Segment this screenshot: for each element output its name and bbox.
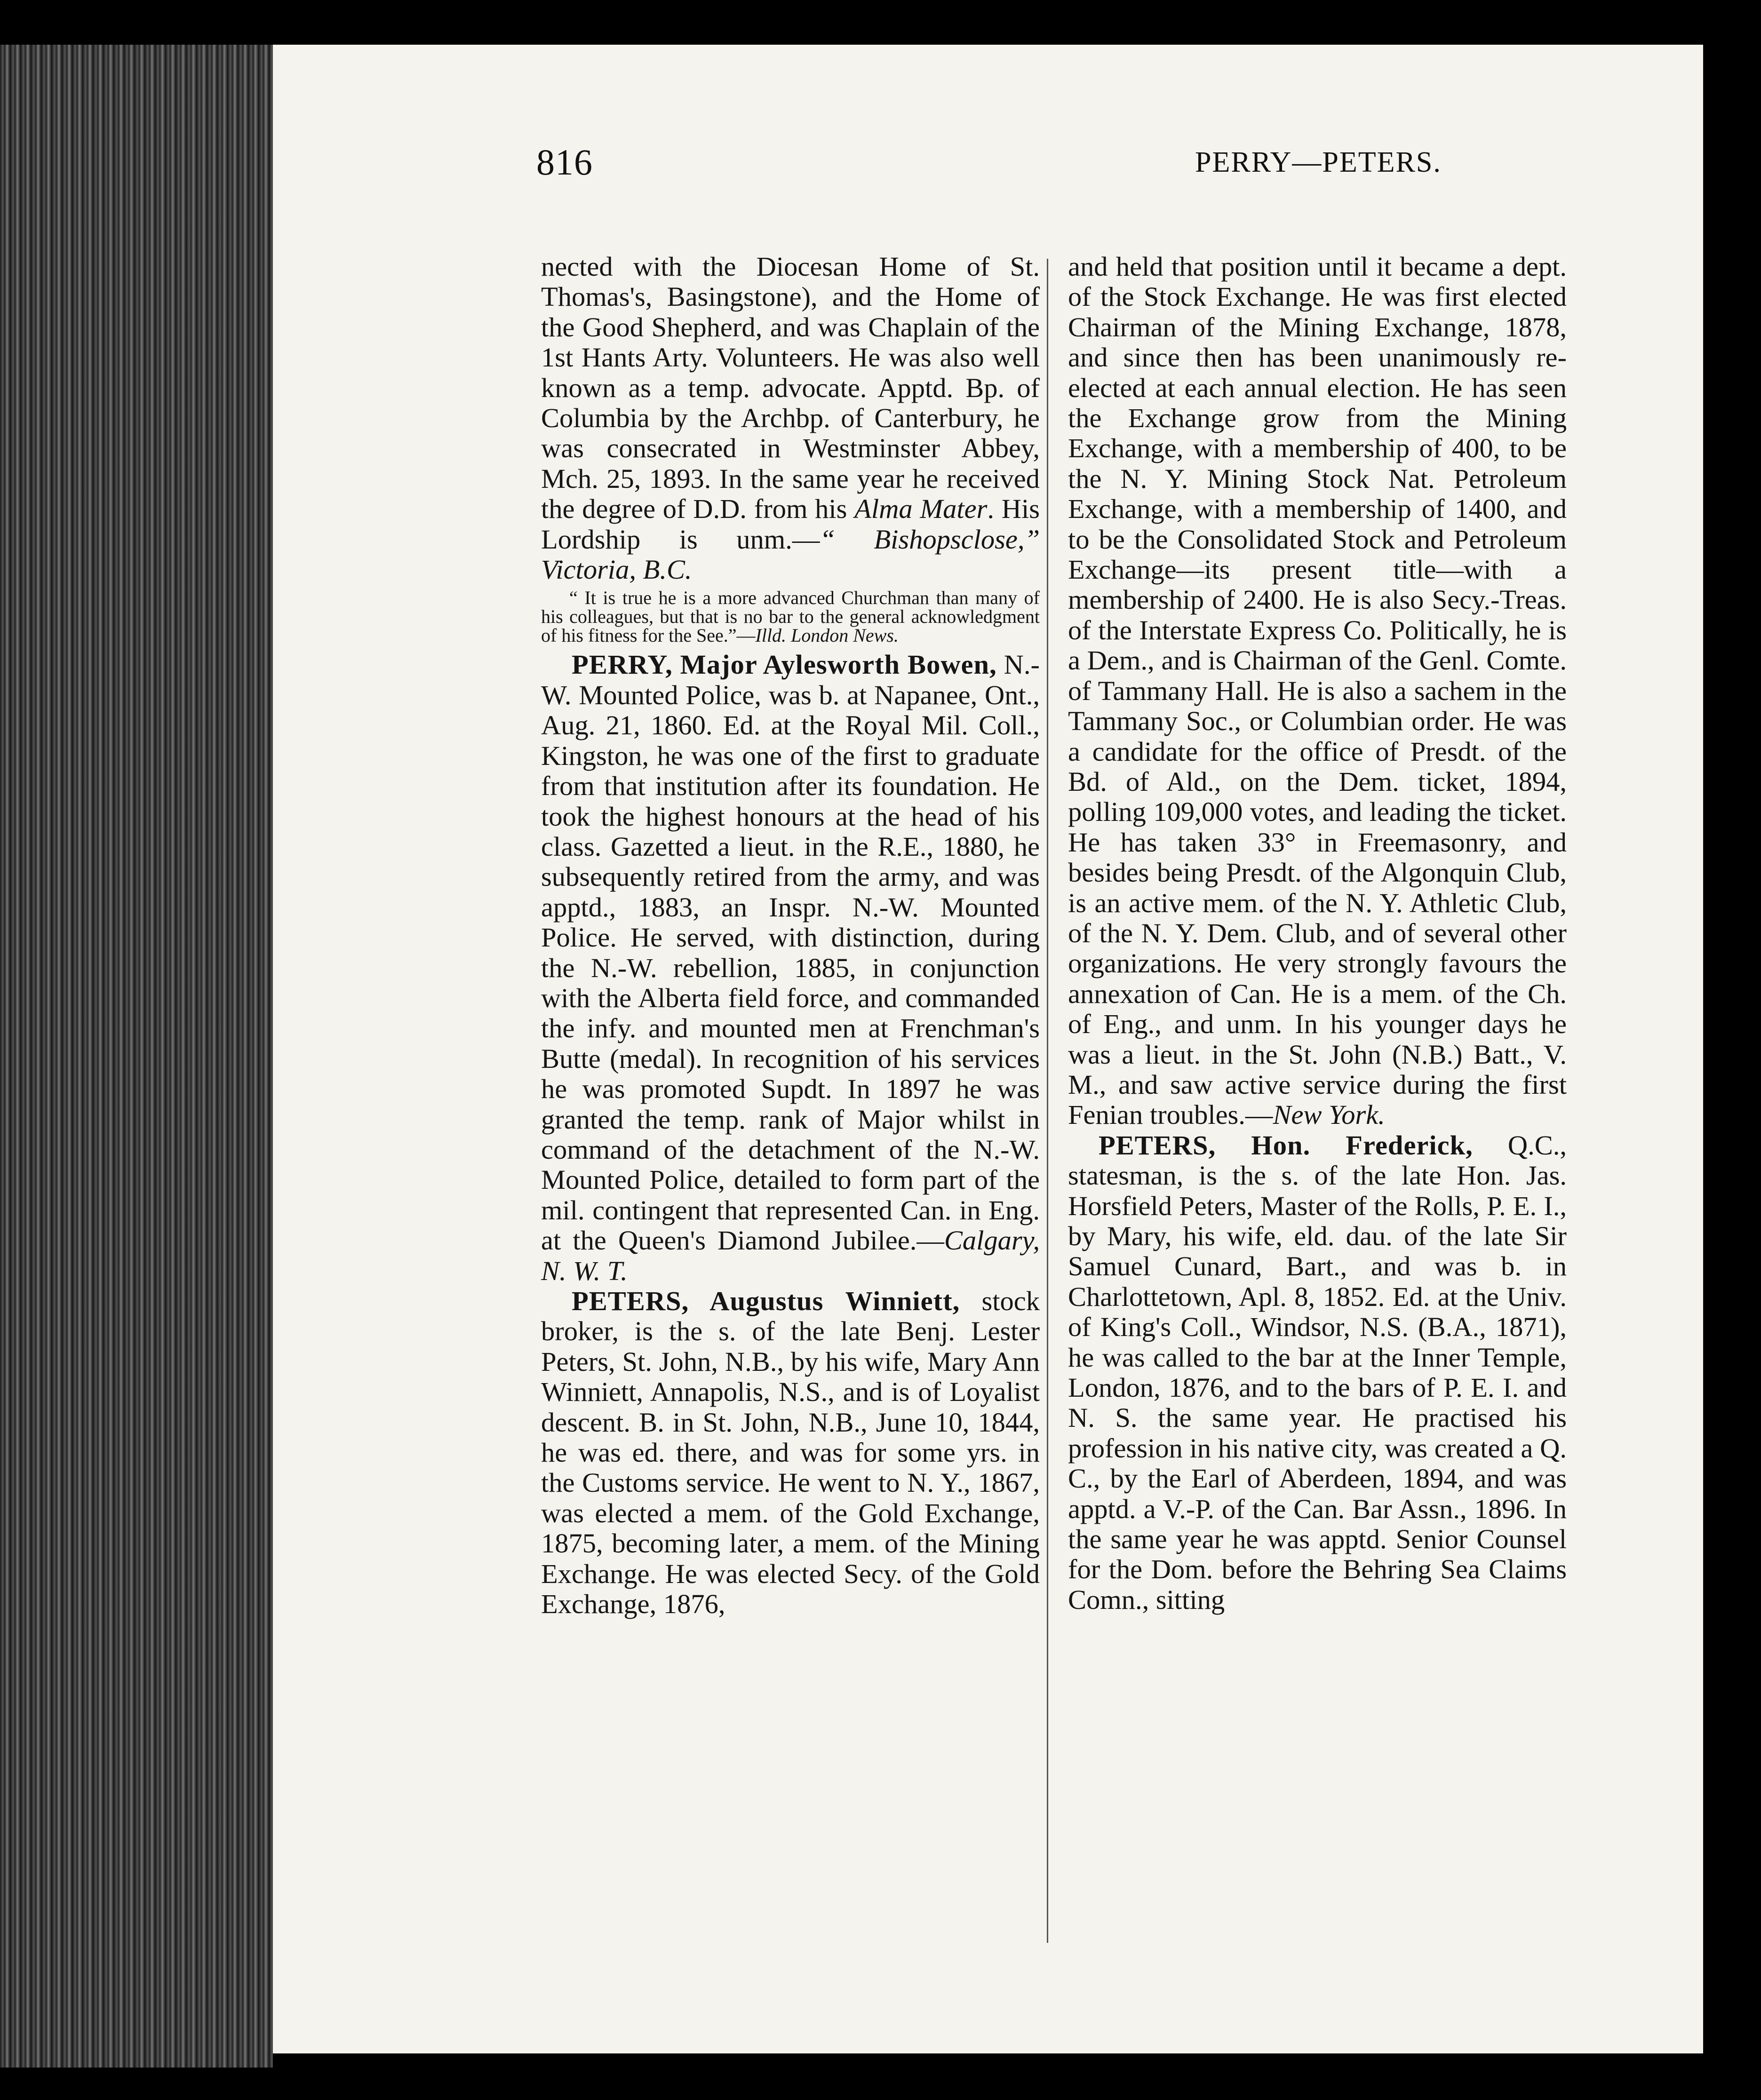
left-column <box>541 252 1040 1619</box>
page-number: 816 <box>536 142 593 183</box>
quote-source: Illd. London News. <box>755 625 899 646</box>
entry-place: “ Bishopsclose,” Victoria, B.C. <box>541 524 1040 585</box>
entry-place: Calgary, N. W. T. <box>541 1225 1040 1286</box>
running-head: PERRY—PETERS. <box>1195 146 1442 178</box>
right-column <box>1068 252 1567 1615</box>
press-quote: “ It is true he is a more advanced Churchman than many of his colleagues, but that is no bar to the general acknowledgment of his fitness for the See.”—Illd. London News. <box>541 587 1040 646</box>
entry-heading: PETERS, Hon. Frederick, <box>1099 1130 1473 1161</box>
entry-heading: PETERS, Augustus Winniett, <box>572 1286 960 1316</box>
entry-heading: PERRY, Major Aylesworth Bowen, <box>572 649 997 680</box>
entry-peters-augustus: PETERS, Augustus Winniett, stock broker, is the s. of the late Benj. Lester Peters, St. John, N.B., by his wife, Mary Ann Winniett, Annapolis, N.S., and is of Loyalist descent. B. in St. John, N.B., June 10, 1844, he was ed. there, and was for some yrs. in the Customs service. He went to N. Y., 1867, was elected a mem. of the Gold Exchange, 1875, becoming later, a mem. of the Mining Exchange. He was elected Secy. of the Gold Exchange, 1876, <box>541 1286 1040 1620</box>
column-divider <box>1047 259 1048 1943</box>
page-header <box>273 141 1703 198</box>
entry-place: New York. <box>1273 1099 1385 1130</box>
scanned-page-edge <box>0 45 273 2068</box>
entry-peters-frederick: PETERS, Hon. Frederick, Q.C., statesman, is the s. of the late Hon. Jas. Horsfield Peters, Master of the Rolls, P. E. I., by Mary, his wife, eld. dau. of the late Sir Samuel Cunard, Bart., and was b. in Charlottetown, Apl. 8, 1852. Ed. at the Univ. of King's Coll., Windsor, N.S. (B.A., 1871), he was called to the bar at the Inner Temple, London, 1876, and to the bars of P. E. I. and N. S. the same year. He practised his profession in his native city, was created a Q. C., by the Earl of Aberdeen, 1894, and was apptd. a V.-P. of the Can. Bar Assn., 1896. In the same year he was apptd. Senior Counsel for the Dom. before the Behring Sea Claims Comn., sitting <box>1068 1130 1567 1615</box>
book-page <box>273 45 1703 2053</box>
alma-mater: Alma Mater <box>854 493 988 525</box>
entry-perry-aylesworth: PERRY, Major Aylesworth Bowen, N.-W. Mounted Police, was b. at Napanee, Ont., Aug. 21, 1860. Ed. at the Royal Mil. Coll., Kingston, he was one of the first to graduate from that institution after its foundation. He took the highest honours at the head of his class. Gazetted a lieut. in the R.E., 1880, he subsequently retired from the army, and was apptd., 1883, an Inspr. N.-W. Mounted Police. He served, with distinction, during the N.-W. rebellion, 1885, in conjunction with the Alberta field force, and commanded the infy. and mounted men at Frenchman's Butte (medal). In recognition of his services he was promoted Supdt. In 1897 he was granted the temp. rank of Major whilst in command of the detachment of the N.-W. Mounted Police, detailed to form part of the mil. contingent that represented Can. in Eng. at the Queen's Diamond Jubilee.—Calgary, N. W. T. <box>541 649 1040 1286</box>
continuation-paragraph: and held that position until it became a dept. of the Stock Exchange. He was first elected Chairman of the Mining Exchange, 1878, and since then has been unanimously re-elected at each annual election. He has seen the Exchange grow from the Mining Exchange, with a membership of 400, to be the N. Y. Mining Stock Nat. Petroleum Exchange, with a membership of 1400, and to be the Consolidated Stock and Petroleum Exchange—its present title—with a membership of 2400. He is also Secy.-Treas. of the Interstate Express Co. Politically, he is a Dem., and is Chairman of the Genl. Comte. of Tammany Hall. He is also a sachem in the Tammany Soc., or Columbian order. He was a candidate for the office of Presdt. of the Bd. of Ald., on the Dem. ticket, 1894, polling 109,000 votes, and leading the ticket. He has taken 33° in Freemasonry, and besides being Presdt. of the Algonquin Club, is an active mem. of the N. Y. Athletic Club, of the N. Y. Dem. Club, and of several other organizations. He very strongly favours the annexation of Can. He is a mem. of the Ch. of Eng., and unm. In his younger days he was a lieut. in the St. John (N.B.) Batt., V. M., and saw active service during the first Fenian troubles.—New York. <box>1068 251 1567 1130</box>
continuation-paragraph: nected with the Diocesan Home of St. Thomas's, Basingstone), and the Home of the Good Shepherd, and was Chaplain of the 1st Hants Arty. Volunteers. He was also well known as a temp. advocate. Apptd. Bp. of Columbia by the Archbp. of Canterbury, he was consecrated in Westminster Abbey, Mch. 25, 1893. In the same year he received the degree of D.D. from his Alma Mater. His Lordship is unm.—“ Bishopsclose,” Victoria, B.C. <box>541 251 1040 585</box>
